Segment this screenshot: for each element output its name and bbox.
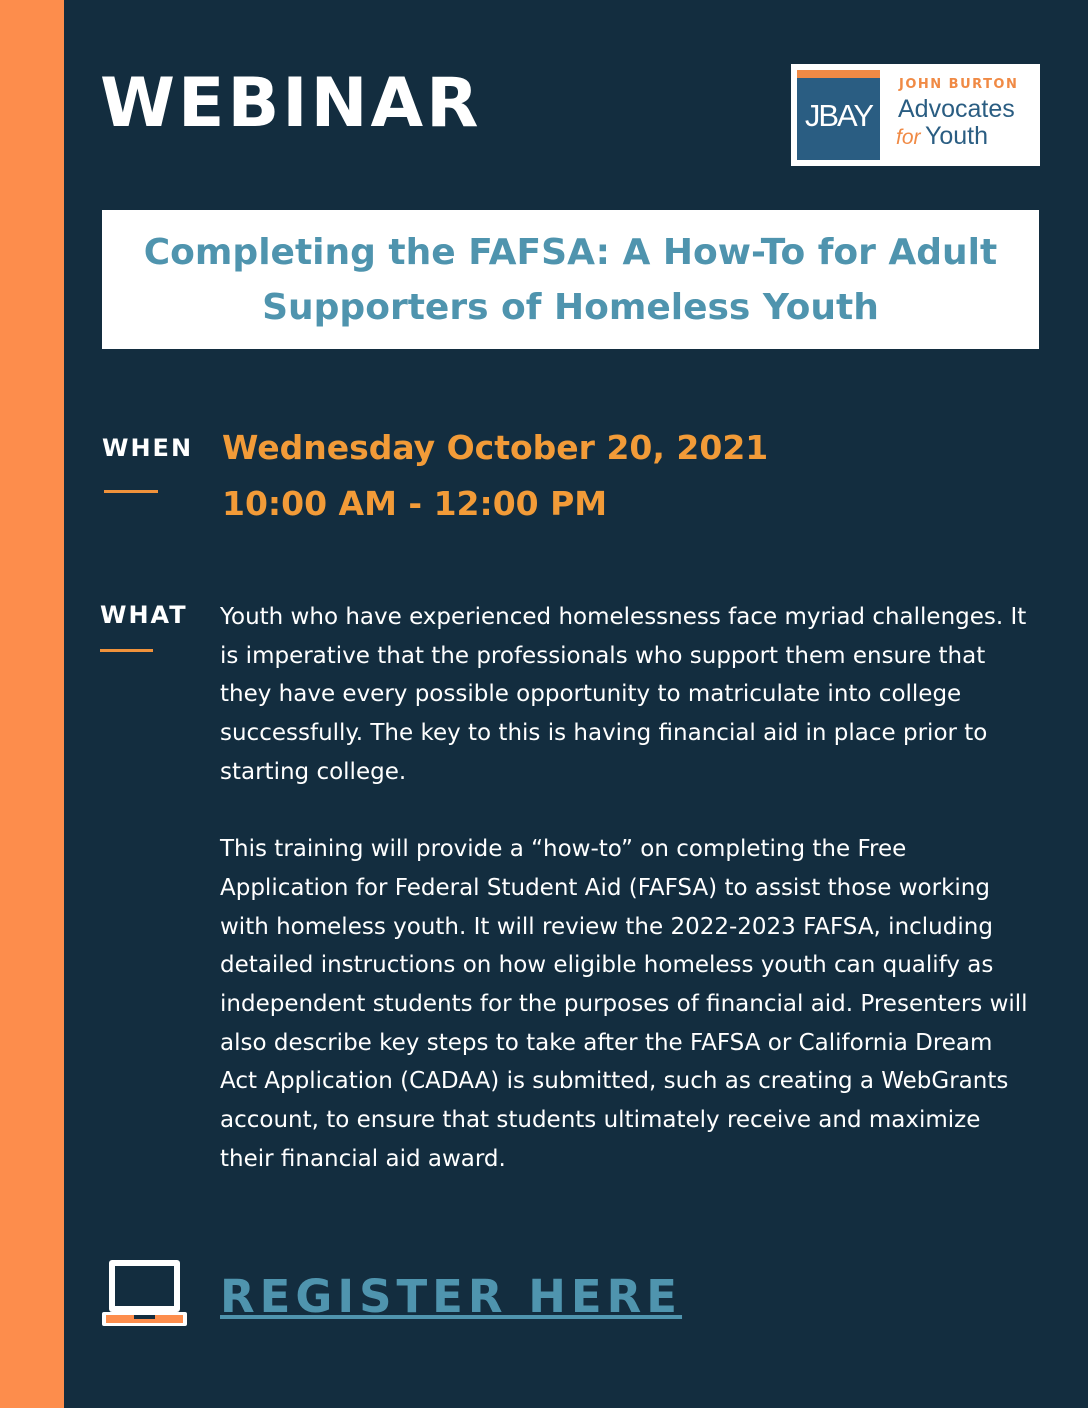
when-details (222, 420, 768, 532)
event-date: Wednesday October 20, 2021 (222, 428, 769, 467)
what-underline (100, 649, 153, 652)
logo-advocates-line: Advocates (898, 95, 1015, 123)
what-label: WHAT (100, 601, 188, 629)
what-description (220, 598, 1030, 1179)
logo-for-word: for (896, 126, 921, 149)
register-link[interactable]: REGISTER HERE (220, 1270, 683, 1323)
logo-mark-text: JBAY (804, 98, 873, 133)
logo-youth-word: Youth (924, 122, 989, 150)
when-underline (104, 490, 158, 493)
event-time: 10:00 AM - 12:00 PM (222, 484, 608, 523)
logo-org-line: JOHN BURTON (899, 77, 1019, 92)
logo-for-youth-line (896, 122, 988, 154)
webinar-title (144, 225, 997, 335)
logo-mark-bar (797, 70, 880, 78)
page-heading: WEBINAR (100, 64, 482, 143)
when-label: WHEN (102, 434, 194, 462)
logo-mark (797, 70, 880, 160)
jbay-logo (791, 64, 1040, 166)
webinar-title-box (102, 210, 1039, 349)
laptop-icon[interactable] (102, 1258, 187, 1330)
description-paragraph-1: Youth who have experienced homelessness face myriad challenges. It is imperative that the professionals who support them ensure that they have every possible opportunity to matriculate into college successfully. The key to this is having financial aid in place prior to starting college. (220, 604, 1027, 785)
left-accent-stripe (0, 0, 64, 1408)
description-paragraph-2: This training will provide a “how-to” on completing the Free Application for Federal Student Aid (FAFSA) to assist those working with homeless youth. It will review the 2022-2023 FAFSA, including detailed instructions on how eligible homeless youth can qualify as independent students for the purposes of financial aid. Presenters will also describe key steps to take after the FAFSA or California Dream Act Application (CADAA) is submitted, such as creating a WebGrants account, to ensure that students ultimately receive and maximize their financial aid award. (220, 836, 1028, 1172)
webinar-title-line2: Supporters of Homeless Youth (262, 286, 879, 328)
webinar-title-line1: Completing the FAFSA: A How-To for Adult (143, 231, 998, 273)
